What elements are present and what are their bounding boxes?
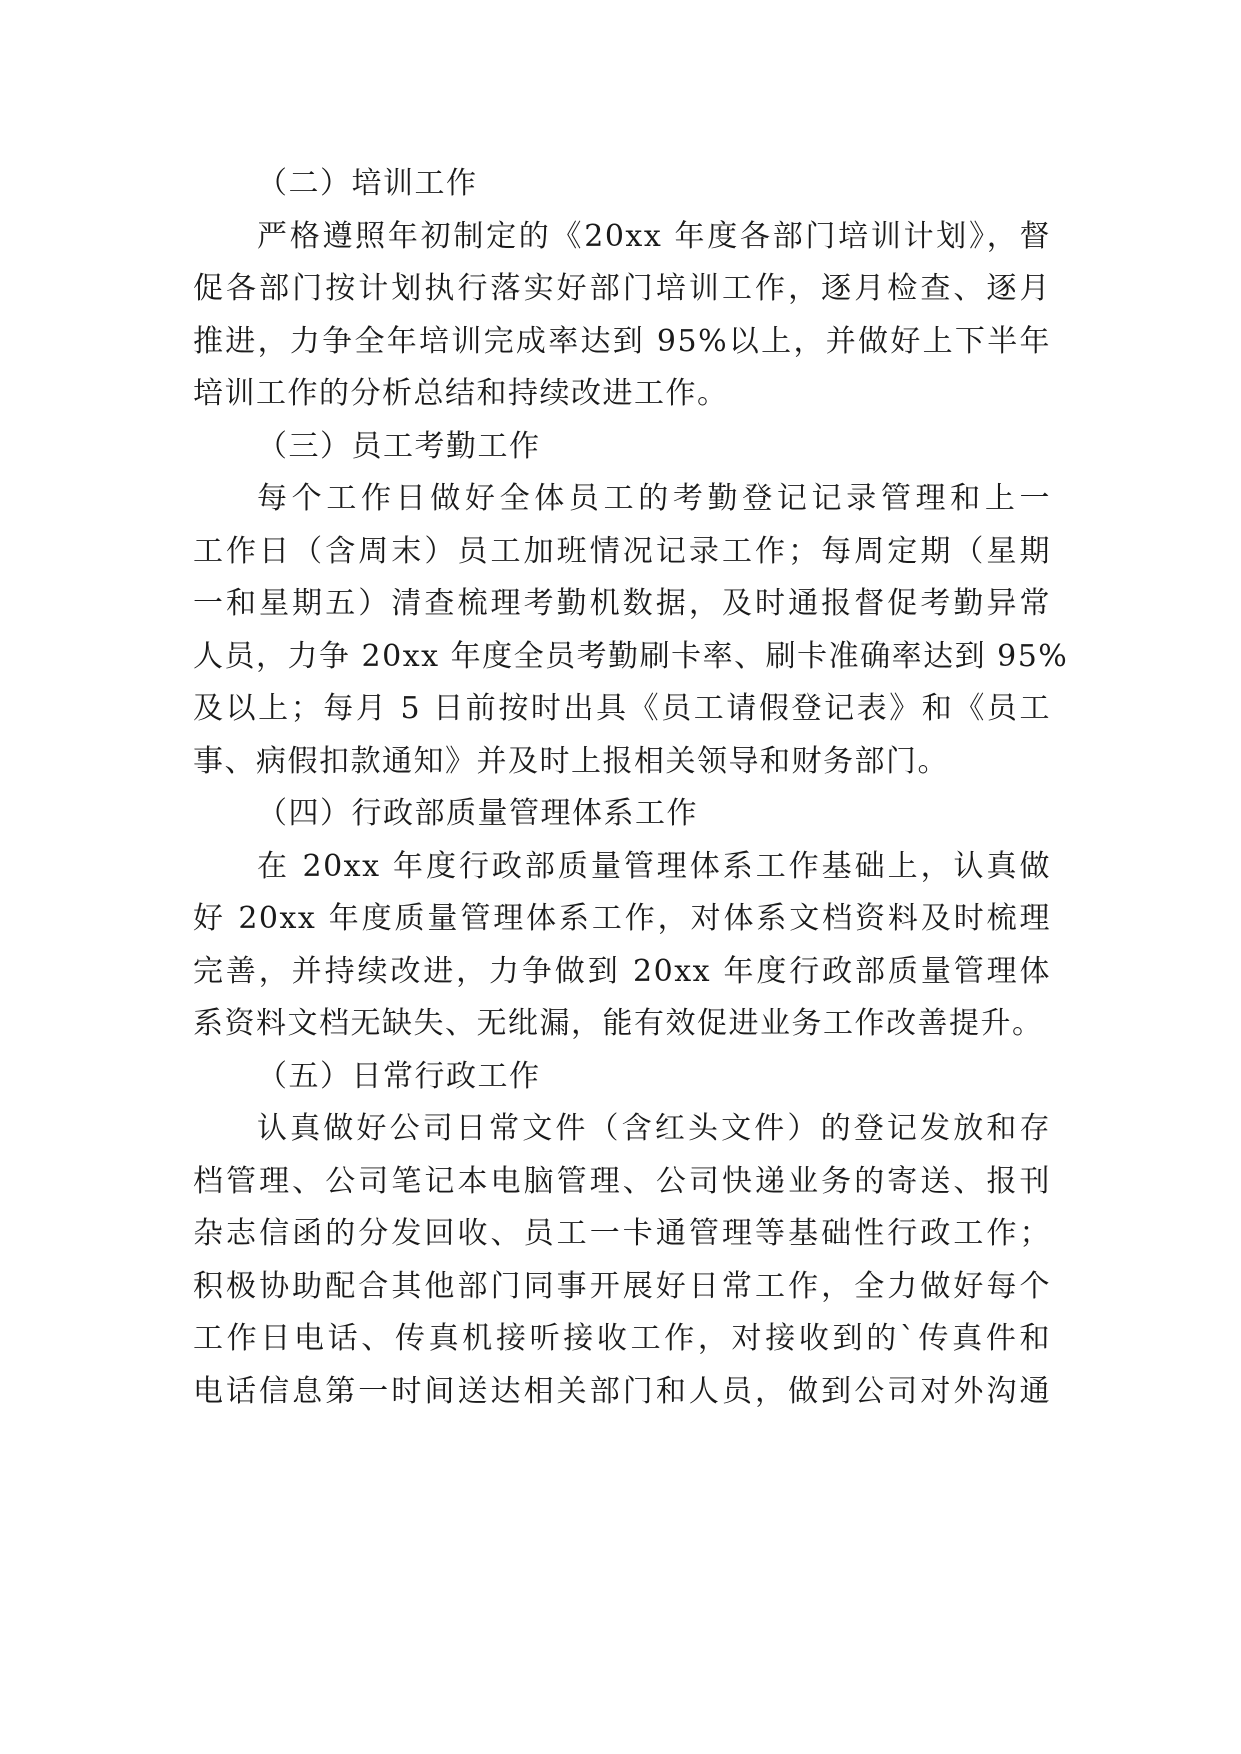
paragraph (193, 1103, 1051, 1418)
section-attendance (193, 421, 1069, 789)
paragraph (193, 841, 1051, 1051)
text-line: 档管理、公司笔记本电脑管理、公司快递业务的寄送、报刊 (193, 1163, 1051, 1199)
text-line: 工作日（含周末）员工加班情况记录工作；每周定期（星期 (193, 533, 1051, 569)
text-line: 一和星期五）清查梳理考勤机数据，及时通报督促考勤异常 (193, 586, 1051, 621)
text-line: 工作日电话、传真机接听接收工作，对接收到的`传真件和 (193, 1321, 1051, 1356)
section-heading: （五）日常行政工作 (257, 1058, 541, 1094)
text-line: 每个工作日做好全体员工的考勤登记记录管理和上一 (257, 481, 1051, 516)
section-heading: （四）行政部质量管理体系工作 (257, 796, 698, 831)
section-heading: （三）员工考勤工作 (257, 428, 541, 464)
section-daily-admin (193, 1051, 1051, 1419)
section-heading: （二）培训工作 (257, 166, 478, 201)
text-line: 严格遵照年初制定的《20xx 年度各部门培训计划》，督 (257, 218, 1051, 254)
text-line: 积极协助配合其他部门同事开展好日常工作，全力做好每个 (193, 1268, 1051, 1304)
text-line: 完善，并持续改进，力争做到 20xx 年度行政部质量管理体 (193, 953, 1051, 989)
text-line: 培训工作的分析总结和持续改进工作。 (193, 376, 729, 411)
text-line: 杂志信函的分发回收、员工一卡通管理等基础性行政工作； (193, 1216, 1051, 1251)
text-line: 及以上；每月 5 日前按时出具《员工请假登记表》和《员工 (193, 691, 1051, 726)
document-body (193, 158, 1069, 1418)
text-line: 好 20xx 年度质量管理体系工作，对体系文档资料及时梳理 (193, 901, 1051, 936)
text-line: 促各部门按计划执行落实好部门培训工作，逐月检查、逐月 (193, 271, 1051, 306)
text-line: 系资料文档无缺失、无纰漏，能有效促进业务工作改善提升。 (193, 1006, 1044, 1041)
text-line: 人员，力争 20xx 年度全员考勤刷卡率、刷卡准确率达到 95% (193, 638, 1069, 674)
section-quality-management (193, 788, 1051, 1051)
text-line: 推进，力争全年培训完成率达到 95%以上，并做好上下半年 (193, 323, 1051, 359)
section-training (193, 158, 1051, 421)
text-line: 电话信息第一时间送达相关部门和人员，做到公司对外沟通 (193, 1373, 1051, 1409)
paragraph (193, 473, 1069, 788)
text-line: 认真做好公司日常文件（含红头文件）的登记发放和存 (257, 1111, 1051, 1146)
text-line: 事、病假扣款通知》并及时上报相关领导和财务部门。 (193, 743, 949, 779)
paragraph (193, 211, 1051, 421)
text-line: 在 20xx 年度行政部质量管理体系工作基础上，认真做 (257, 848, 1051, 884)
